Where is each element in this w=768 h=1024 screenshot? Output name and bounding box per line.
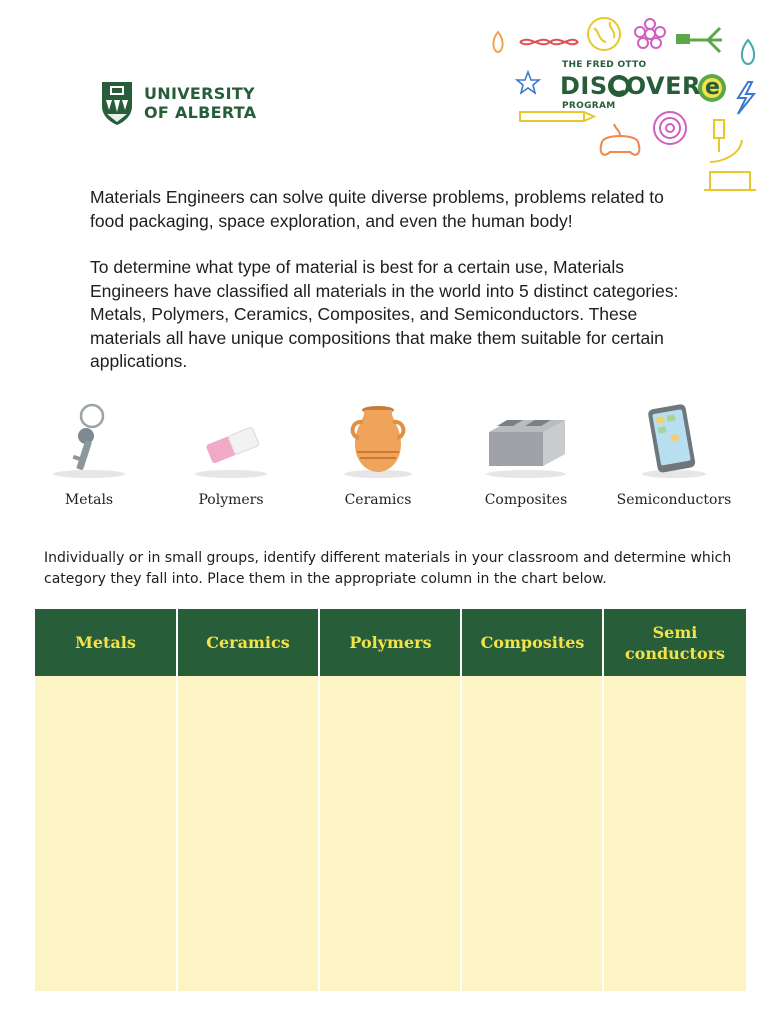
instruction-text: Individually or in small groups, identify different materials in your classroom and determine which category they fall into. Place them in the appropriate column in the chart below. (44, 550, 732, 587)
classification-chart (35, 609, 746, 991)
university-line2: OF ALBERTA (144, 103, 257, 122)
program-badge: e (704, 75, 721, 100)
column-header-polymers: Polymers (349, 633, 432, 652)
shield-icon (100, 80, 134, 126)
category-icons (0, 402, 768, 517)
pot-icon (333, 402, 423, 482)
intro-paragraph-2: To determine what type of material is best for a certain use, Materials Engineers have classified all materials in the world into 5 distinct categories: Metals, Polymers, Ceramics, Composites, and Semiconductors. These materials all have unique compositions that make them suitable for certain applications. (90, 257, 679, 371)
category-ceramics (304, 402, 452, 517)
column-divider (318, 609, 320, 991)
category-label-polymers: Polymers (198, 492, 264, 508)
column-header-ceramics: Ceramics (206, 633, 290, 652)
column-divider (602, 609, 604, 991)
science-doodles-icon (480, 12, 768, 202)
program-line3: PROGRAM (562, 101, 616, 111)
category-label-composites: Composites (484, 492, 568, 508)
eraser-icon (186, 402, 276, 482)
university-line1: UNIVERSITY (144, 84, 255, 103)
category-composites (452, 402, 600, 517)
column-header-metals: Metals (75, 633, 136, 652)
chart-body-row[interactable] (35, 676, 746, 991)
column-header-semiconductors-line2: conductors (624, 643, 726, 663)
discovere-logo (480, 12, 768, 202)
column-header-composites: Composites (480, 633, 585, 652)
phone-icon (629, 402, 719, 482)
column-header-semiconductors (604, 609, 746, 676)
university-logo (100, 80, 256, 126)
program-wordmark (560, 72, 720, 102)
column-header-semiconductors-line1: Semi (652, 622, 698, 642)
column-divider (460, 609, 462, 991)
intro-text (90, 186, 690, 397)
category-metals (15, 402, 163, 517)
intro-paragraph-1: Materials Engineers can solve quite diverse problems, problems related to food packaging, space exploration, and even the human body! (90, 187, 664, 231)
category-polymers (157, 402, 305, 517)
program-line1: THE FRED OTTO (562, 60, 647, 70)
category-label-semiconductors: Semiconductors (616, 492, 732, 508)
program-line2: DISCOVER (560, 72, 701, 100)
category-label-metals: Metals (64, 492, 114, 508)
category-semiconductors (600, 402, 748, 517)
column-divider (176, 609, 178, 991)
university-wordmark (144, 84, 256, 122)
key-icon (44, 402, 134, 482)
cinder-block-icon (481, 402, 571, 482)
category-label-ceramics: Ceramics (344, 492, 412, 508)
